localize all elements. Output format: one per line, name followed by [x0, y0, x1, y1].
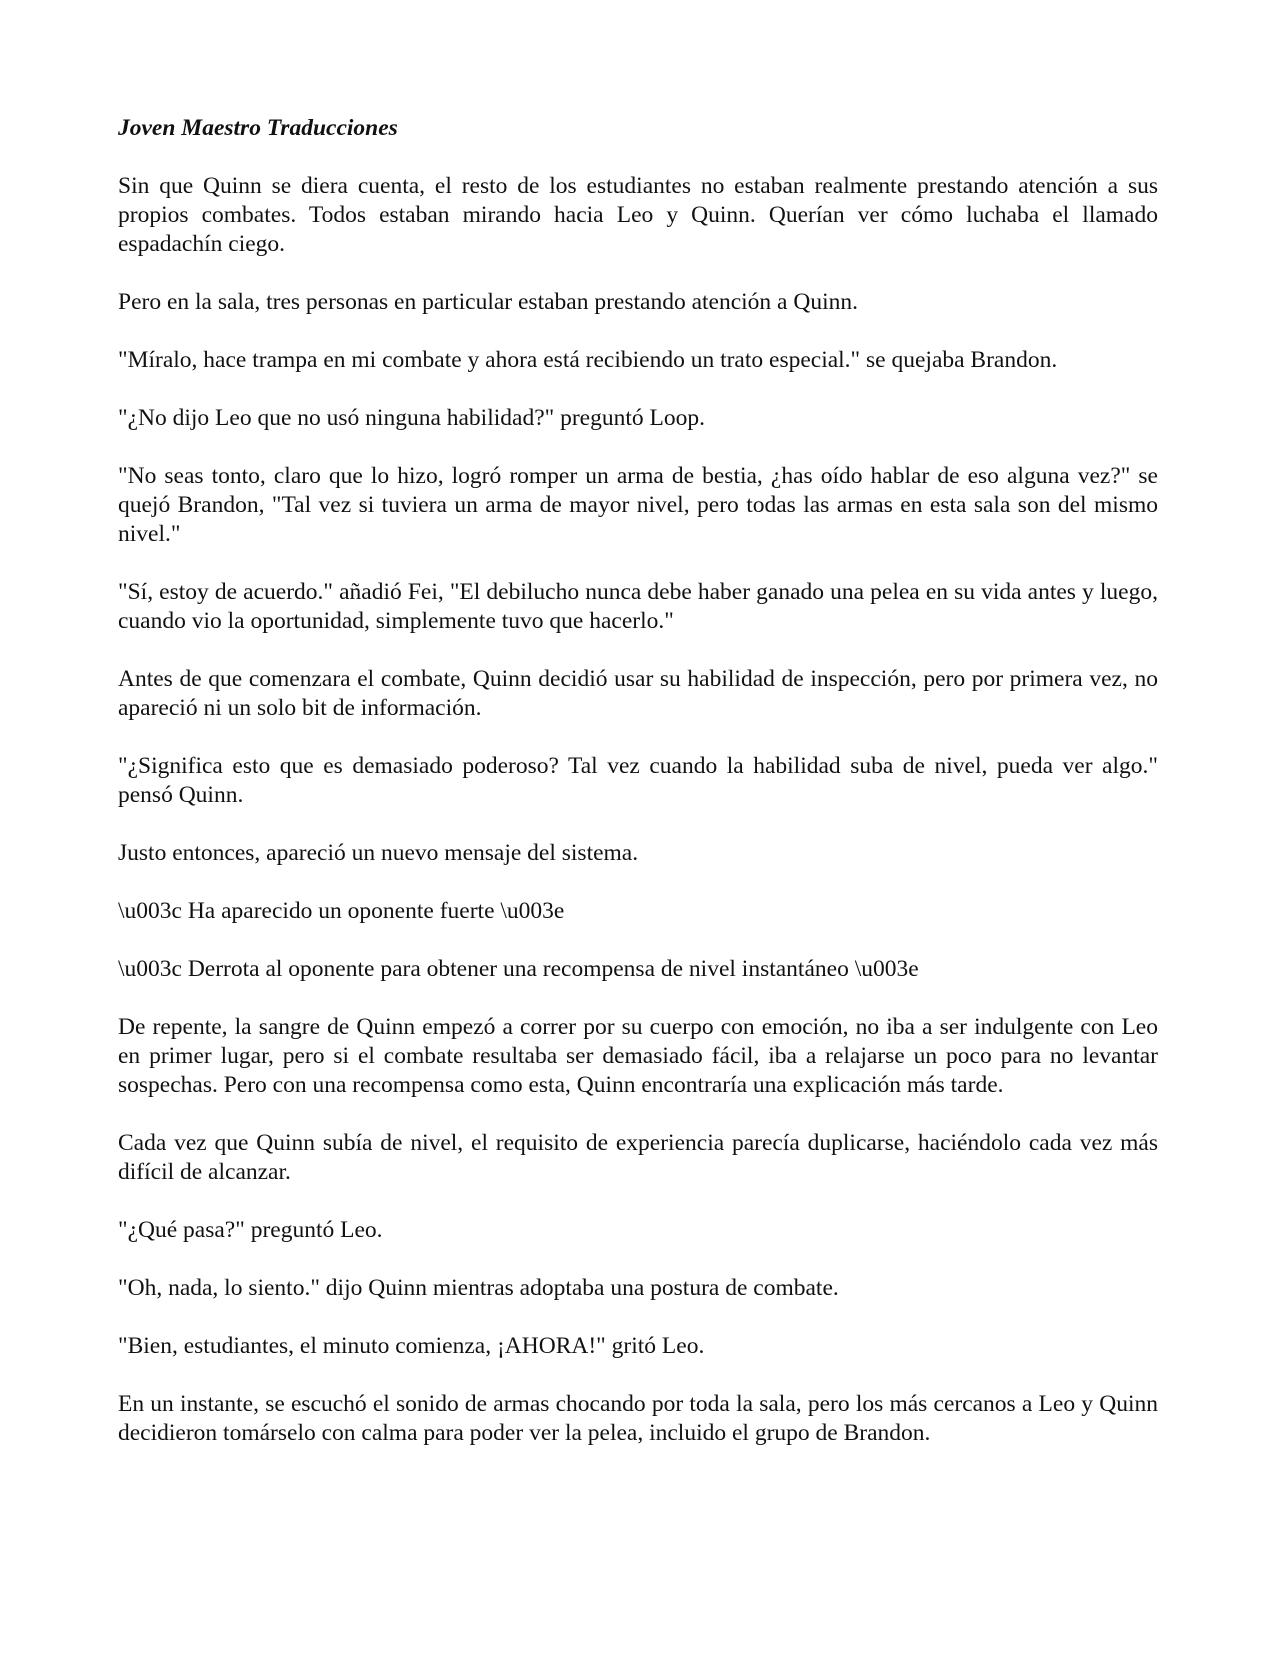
paragraph: Pero en la sala, tres personas en particular estaban prestando atención a Quinn. [118, 289, 858, 315]
paragraph: En un instante, se escuchó el sonido de armas chocando por toda la sala, pero los más cercanos a Leo y Quinn decidieron tomárselo con calma para poder ver la pelea, incluido el grupo de Brandon. [118, 1391, 1158, 1446]
paragraph: "Míralo, hace trampa en mi combate y ahora está recibiendo un trato especial." se quejaba Brandon. [118, 347, 1058, 373]
paragraph: "¿Significa esto que es demasiado poderoso? Tal vez cuando la habilidad suba de nivel, pueda ver algo." pensó Quinn. [118, 753, 1158, 808]
system-message: \u003c Derrota al oponente para obtener una recompensa de nivel instantáneo \u003e [118, 956, 919, 982]
paragraph: Cada vez que Quinn subía de nivel, el requisito de experiencia parecía duplicarse, haciéndolo cada vez más difícil de alcanzar. [118, 1130, 1158, 1185]
paragraph: "Bien, estudiantes, el minuto comienza, ¡AHORA!" gritó Leo. [118, 1333, 705, 1359]
paragraph: "¿Qué pasa?" preguntó Leo. [118, 1217, 383, 1243]
paragraph: Antes de que comenzara el combate, Quinn decidió usar su habilidad de inspección, pero por primera vez, no apareció ni un solo bit de información. [118, 666, 1158, 721]
paragraph: "Oh, nada, lo siento." dijo Quinn mientras adoptaba una postura de combate. [118, 1275, 839, 1301]
paragraph: "No seas tonto, claro que lo hizo, logró romper un arma de bestia, ¿has oído hablar de eso alguna vez?" se quejó Brandon, "Tal vez si tuviera un arma de mayor nivel, pero todas las armas en esta sala son del mismo nivel." [118, 463, 1158, 547]
document-page [118, 114, 1158, 1448]
system-message: \u003c Ha aparecido un oponente fuerte \u003e [118, 898, 565, 924]
paragraph: Sin que Quinn se diera cuenta, el resto de los estudiantes no estaban realmente prestando atención a sus propios combates. Todos estaban mirando hacia Leo y Quinn. Querían ver cómo luchaba el llamado espadachín ciego. [118, 173, 1158, 257]
document-title: Joven Maestro Traducciones [118, 115, 398, 141]
paragraph: Justo entonces, apareció un nuevo mensaje del sistema. [118, 840, 639, 866]
paragraph: "¿No dijo Leo que no usó ninguna habilidad?" preguntó Loop. [118, 405, 705, 431]
paragraph: "Sí, estoy de acuerdo." añadió Fei, "El debilucho nunca debe haber ganado una pelea en su vida antes y luego, cuando vio la oportunidad, simplemente tuvo que hacerlo." [118, 579, 1158, 634]
paragraph: De repente, la sangre de Quinn empezó a correr por su cuerpo con emoción, no iba a ser indulgente con Leo en primer lugar, pero si el combate resultaba ser demasiado fácil, iba a relajarse un poco para no levantar sospechas. Pero con una recompensa como esta, Quinn encontraría una explicación más tarde. [118, 1014, 1158, 1098]
